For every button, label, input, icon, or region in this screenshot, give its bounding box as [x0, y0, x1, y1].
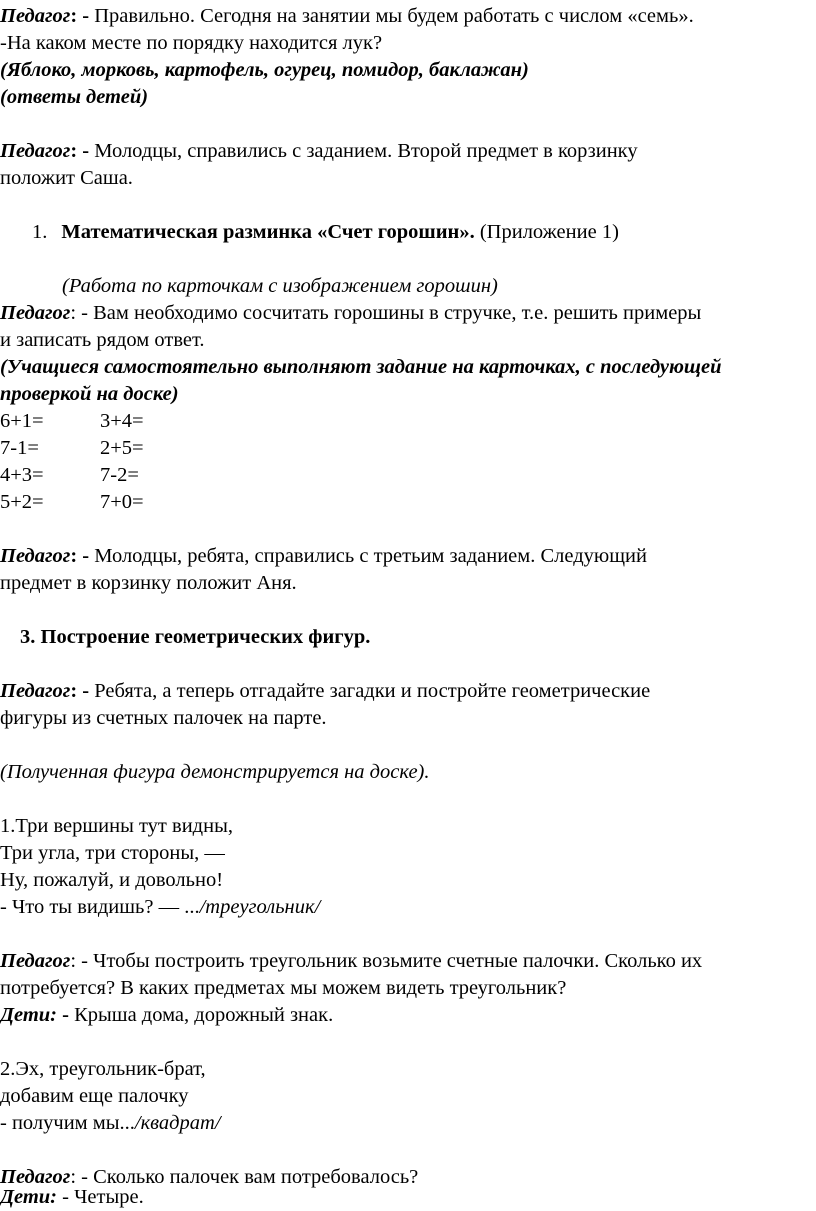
speaker-label: Педагог	[0, 1166, 71, 1188]
paragraph-teacher-triangle	[0, 948, 702, 975]
speaker-dash: -	[57, 1004, 69, 1026]
students-note: (Учащиеся самостоятельно выполняют задание на карточках, с последующей	[0, 356, 722, 378]
children-reply-2	[0, 1184, 144, 1211]
cards-note: (Работа по карточкам с изображением горошин)	[62, 275, 498, 297]
paragraph-teacher-praise-2	[0, 543, 647, 570]
example-left: 4+3=	[0, 464, 44, 486]
speaker-label: Педагог	[0, 680, 71, 702]
speaker-label: Дети:	[0, 1004, 58, 1026]
speaker-dash: : -	[70, 5, 90, 27]
riddle-question: - Что ты видишь? — ...	[0, 896, 200, 918]
paragraph-text-continued: предмет в корзинку положит Аня.	[0, 572, 297, 594]
vegetable-list: (Яблоко, морковь, картофель, огурец, помидор, баклажан)	[0, 59, 529, 81]
example-row	[0, 462, 139, 489]
appendix-note: (Приложение 1)	[474, 221, 619, 243]
example-left: 7-1=	[0, 437, 39, 459]
example-row	[0, 435, 144, 462]
paragraph-teacher-praise-1	[0, 138, 638, 165]
riddle-answer-line	[0, 1110, 221, 1137]
section-heading-3: 3. Построение геометрических фигур.	[20, 626, 371, 648]
figure-note: (Полученная фигура демонстрируется на доске).	[0, 761, 430, 783]
riddle-line: 2.Эх, треугольник-брат,	[0, 1058, 206, 1080]
paragraph-text: Ребята, а теперь отгадайте загадки и постройте геометрические	[89, 680, 651, 702]
example-right: 7-2=	[100, 464, 139, 486]
paragraph-teacher-task	[0, 300, 701, 327]
section-title: Математическая разминка «Счет горошин».	[61, 221, 475, 243]
riddle-line: Ну, пожалуй, и довольно!	[0, 869, 224, 891]
paragraph-text-continued: положит Саша.	[0, 167, 133, 189]
speaker-colon: :	[70, 1166, 77, 1188]
paragraph-text: Правильно. Сегодня на занятии мы будем работать с числом «семь».	[89, 5, 694, 27]
section-heading-1	[32, 219, 619, 246]
paragraph-text: - Сколько палочек вам потребовалось?	[76, 1166, 419, 1188]
list-number: 1.	[32, 221, 48, 243]
children-reply-1	[0, 1002, 333, 1029]
speaker-label: Педагог	[0, 5, 71, 27]
riddle-line: добавим еще палочку	[0, 1085, 189, 1107]
paragraph-text: - Вам необходимо сосчитать горошины в стручке, т.е. решить примеры	[76, 302, 702, 324]
paragraph-teacher-intro	[0, 3, 694, 30]
speaker-colon: :	[70, 302, 77, 324]
riddle-line: Три угла, три стороны, —	[0, 842, 225, 864]
riddle-answer: /квадрат/	[134, 1112, 221, 1134]
paragraph-text-continued: и записать рядом ответ.	[0, 329, 205, 351]
paragraph-text: Молодцы, справились с заданием. Второй предмет в корзинку	[89, 140, 638, 162]
speaker-label: Педагог	[0, 950, 71, 972]
example-row	[0, 408, 144, 435]
speaker-label: Педагог	[0, 302, 71, 324]
speaker-dash: : -	[70, 680, 90, 702]
riddle-question: - получим мы...	[0, 1112, 135, 1134]
paragraph-text-continued: потребуется? В каких предметах мы можем видеть треугольник?	[0, 977, 567, 999]
paragraph-text: Молодцы, ребята, справились с третьим заданием. Следующий	[89, 545, 647, 567]
example-right: 3+4=	[100, 410, 144, 432]
question-line: -На каком месте по порядку находится лук?	[0, 32, 383, 54]
students-note-continued: проверкой на доске)	[0, 383, 179, 405]
example-left: 5+2=	[0, 491, 44, 513]
reply-text: - Четыре.	[57, 1186, 144, 1208]
riddle-answer-line	[0, 894, 320, 921]
speaker-colon: :	[70, 950, 77, 972]
children-answers-note: (ответы детей)	[0, 86, 149, 108]
example-right: 7+0=	[100, 491, 144, 513]
speaker-label: Дети:	[0, 1186, 58, 1208]
example-row	[0, 489, 144, 516]
paragraph-text: - Чтобы построить треугольник возьмите счетные палочки. Сколько их	[76, 950, 703, 972]
speaker-label: Педагог	[0, 140, 71, 162]
speaker-label: Педагог	[0, 545, 71, 567]
example-right: 2+5=	[100, 437, 144, 459]
paragraph-teacher-riddles	[0, 678, 650, 705]
speaker-dash: : -	[70, 140, 90, 162]
reply-text: Крыша дома, дорожный знак.	[68, 1004, 334, 1026]
paragraph-text-continued: фигуры из счетных палочек на парте.	[0, 707, 327, 729]
riddle-line: 1.Три вершины тут видны,	[0, 815, 233, 837]
speaker-dash: : -	[70, 545, 90, 567]
example-left: 6+1=	[0, 410, 44, 432]
riddle-answer: /треугольник/	[199, 896, 321, 918]
